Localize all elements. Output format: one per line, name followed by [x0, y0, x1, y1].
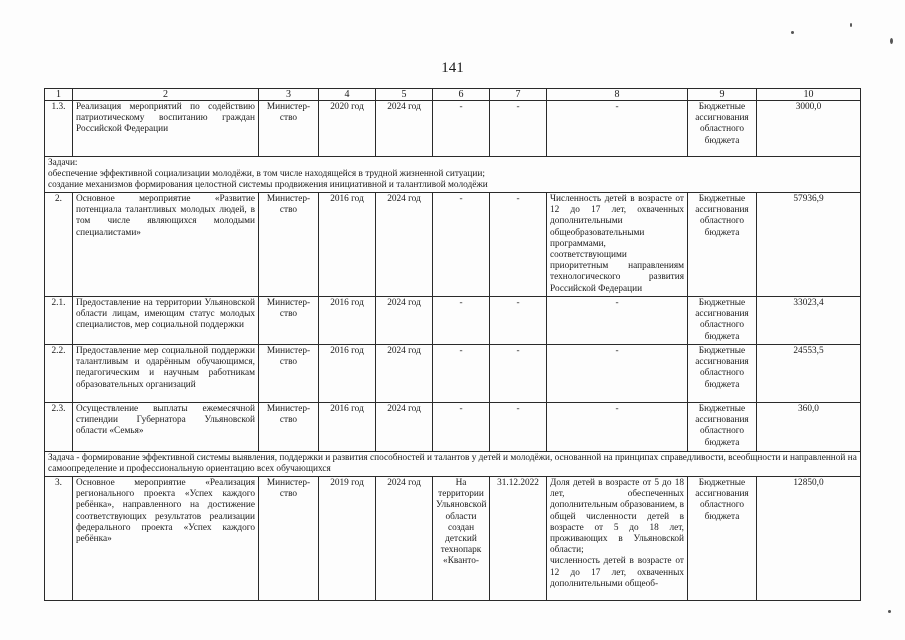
col-6-value: -: [433, 403, 490, 452]
indicator: Численность детей в возрасте от 12 до 17 лет, охваченных дополнительными общеобразовательными программами, соответствующими приоритетным направлениям технологического развития Российской Федерации: [547, 193, 688, 297]
activity-name: Основное мероприятие «Реализация регионального проекта «Успех каждого ребёнка», направленного на достижение соответствующих результатов реализации федерального проекта «Успех каждого ребёнка»: [73, 477, 259, 601]
indicator: -: [547, 345, 688, 403]
start-year: 2020 год: [319, 101, 376, 157]
end-year: 2024 год: [376, 477, 433, 601]
executor: Министер-ство: [259, 403, 319, 452]
start-year: 2016 год: [319, 193, 376, 297]
col-7-value: -: [490, 403, 547, 452]
task-row: [45, 157, 861, 193]
col-6-value: -: [433, 345, 490, 403]
start-year: 2016 год: [319, 297, 376, 345]
scan-speck: [888, 610, 891, 613]
funding-source: Бюджетные ассигнования областного бюджета: [688, 101, 757, 157]
column-number: 10: [757, 89, 861, 101]
col-7-value: 31.12.2022: [490, 477, 547, 601]
start-year: 2016 год: [319, 403, 376, 452]
col-6-value: -: [433, 297, 490, 345]
activity-name: Реализация мероприятий по содействию патриотическому воспитанию граждан Российской Федерации: [73, 101, 259, 157]
table-row: [45, 477, 861, 601]
funding-amount: 12850,0: [757, 477, 861, 601]
col-7-value: -: [490, 345, 547, 403]
table-row: [45, 193, 861, 297]
indicator: -: [547, 101, 688, 157]
scan-speck: [791, 31, 794, 34]
col-6-value: -: [433, 101, 490, 157]
activity-name: Предоставление мер социальной поддержки талантливым и одарённым обучающимся, педагогическим и научным работникам образовательных организаций: [73, 345, 259, 403]
column-number: 6: [433, 89, 490, 101]
column-number: 2: [73, 89, 259, 101]
column-number: 4: [319, 89, 376, 101]
activity-name: Основное мероприятие «Развитие потенциала талантливых молодых людей, в том числе являющихся молодыми специалистами»: [73, 193, 259, 297]
table-row: [45, 345, 861, 403]
col-7-value: -: [490, 101, 547, 157]
task-row: [45, 452, 861, 477]
activity-name: Предоставление на территории Ульяновской области лицам, имеющим статус молодых специалистов, мер социальной поддержки: [73, 297, 259, 345]
funding-amount: 24553,5: [757, 345, 861, 403]
end-year: 2024 год: [376, 297, 433, 345]
indicator: Доля детей в возрасте от 5 до 18 лет, обеспеченных дополнительным образованием, в общей численности детей в возрасте от 5 до 18 лет, проживающих в Ульяновской области; численность детей в возрасте от 12 до 17 лет, охваченных дополнительными общеоб-: [547, 477, 688, 601]
funding-amount: 33023,4: [757, 297, 861, 345]
col-7-value: -: [490, 193, 547, 297]
table-row: [45, 403, 861, 452]
column-number: 9: [688, 89, 757, 101]
task-text: Задача - формирование эффективной системы выявления, поддержки и развития способностей и талантов у детей и молодёжи, основанной на принципах справедливости, всеобщности и направленной на самоопределение и профессиональную ориентацию всех обучающихся: [45, 452, 861, 477]
funding-amount: 360,0: [757, 403, 861, 452]
scan-speck: [850, 23, 852, 27]
row-number: 3.: [45, 477, 73, 601]
start-year: 2016 год: [319, 345, 376, 403]
funding-source: Бюджетные ассигнования областного бюджета: [688, 193, 757, 297]
table-row: [45, 101, 861, 157]
end-year: 2024 год: [376, 403, 433, 452]
column-number: 8: [547, 89, 688, 101]
executor: Министер-ство: [259, 101, 319, 157]
indicator: -: [547, 297, 688, 345]
row-number: 2.3.: [45, 403, 73, 452]
row-number: 1.3.: [45, 101, 73, 157]
end-year: 2024 год: [376, 345, 433, 403]
task-text: Задачи: обеспечение эффективной социализации молодёжи, в том числе находящейся в трудной жизненной ситуации; создание механизмов формирования целостной системы продвижения инициативной и талантливой молодёжи: [45, 157, 861, 193]
page-number: 141: [441, 60, 464, 76]
column-number: 3: [259, 89, 319, 101]
executor: Министер-ство: [259, 297, 319, 345]
funding-amount: 57936,9: [757, 193, 861, 297]
column-number: 1: [45, 89, 73, 101]
end-year: 2024 год: [376, 193, 433, 297]
row-number: 2.2.: [45, 345, 73, 403]
column-numbers-row: [45, 89, 861, 101]
row-number: 2.1.: [45, 297, 73, 345]
end-year: 2024 год: [376, 101, 433, 157]
activity-name: Осуществление выплаты ежемесячной стипендии Губернатора Ульяновской области «Семья»: [73, 403, 259, 452]
funding-source: Бюджетные ассигнования областного бюджета: [688, 403, 757, 452]
program-table: [44, 88, 861, 601]
col-6-value: -: [433, 193, 490, 297]
executor: Министер-ство: [259, 345, 319, 403]
indicator: -: [547, 403, 688, 452]
table-row: [45, 297, 861, 345]
row-number: 2.: [45, 193, 73, 297]
funding-source: Бюджетные ассигнования областного бюджета: [688, 477, 757, 601]
funding-amount: 3000,0: [757, 101, 861, 157]
executor: Министер-ство: [259, 477, 319, 601]
executor: Министер-ство: [259, 193, 319, 297]
column-number: 5: [376, 89, 433, 101]
scan-speck: [890, 38, 893, 44]
column-number: 7: [490, 89, 547, 101]
funding-source: Бюджетные ассигнования областного бюджета: [688, 297, 757, 345]
col-7-value: -: [490, 297, 547, 345]
start-year: 2019 год: [319, 477, 376, 601]
funding-source: Бюджетные ассигнования областного бюджета: [688, 345, 757, 403]
col-6-value: На территории Ульяновской области создан детский технопарк «Кванто-: [433, 477, 490, 601]
